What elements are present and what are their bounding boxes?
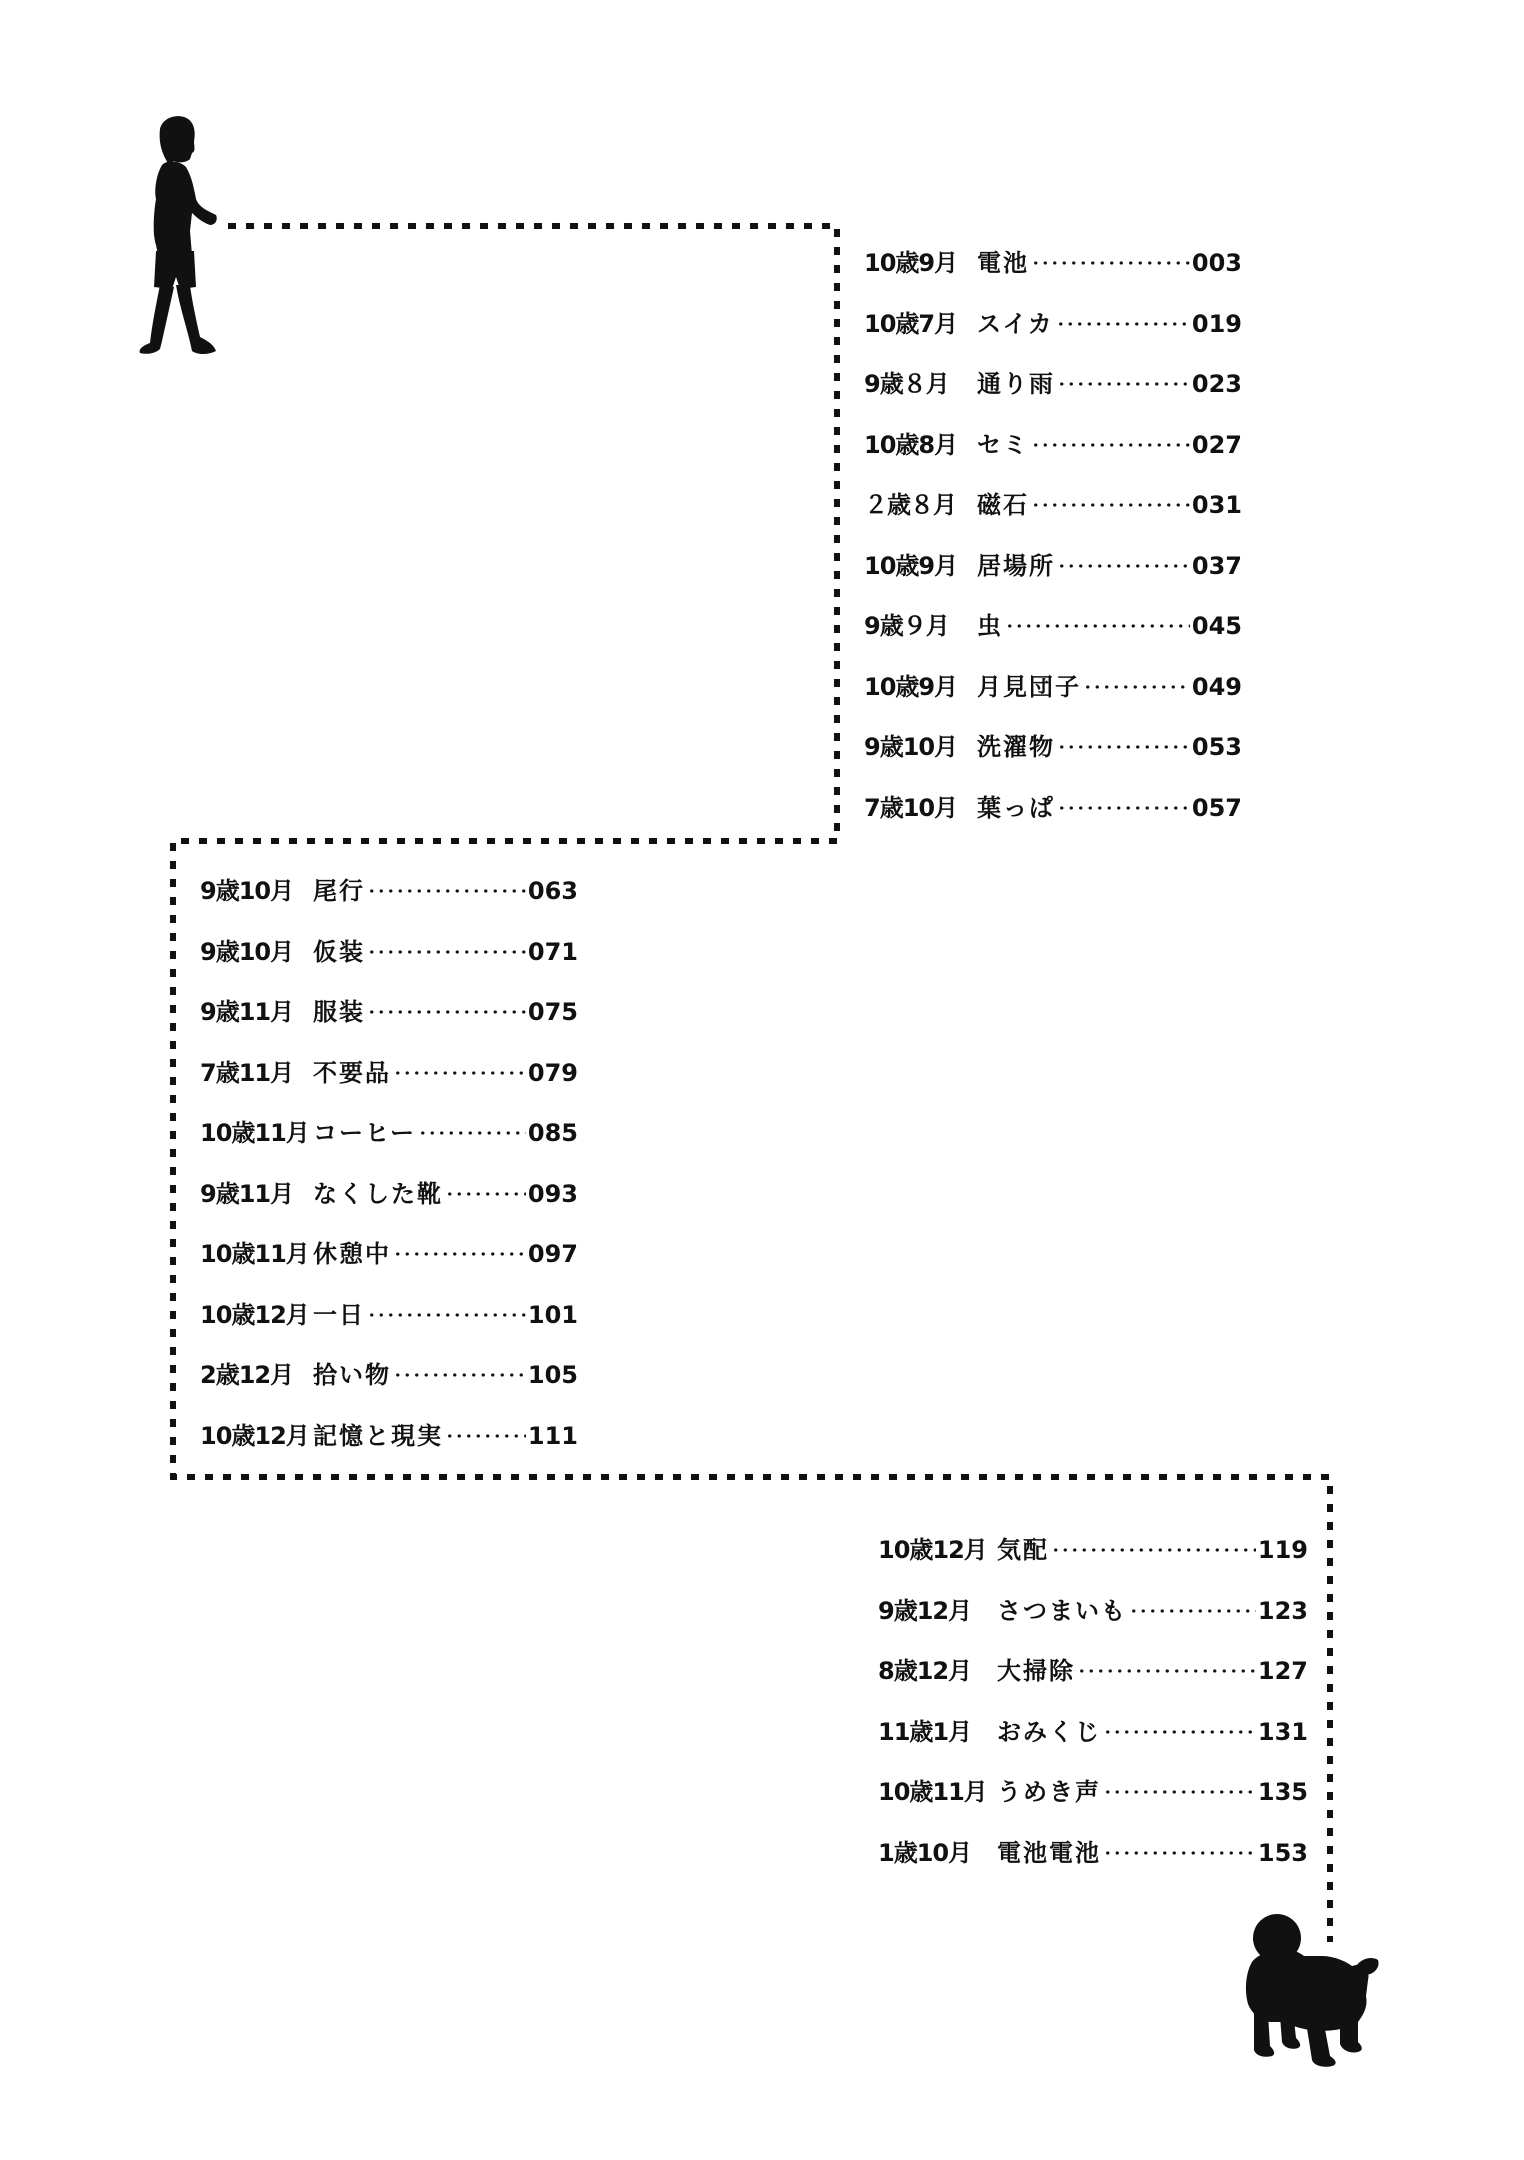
toc-entry-title: 服装 [313,998,365,1027]
toc-entry-title: 拾い物 [313,1361,391,1390]
toc-entry-page: 019 [1191,309,1242,338]
toc-entry-age: 7歳11月 [200,1058,294,1087]
toc-entry-title: 居場所 [977,551,1055,580]
toc-block-3 [878,1520,1308,1883]
toc-entry-page: 027 [1191,430,1242,459]
dot-leader [1057,372,1190,396]
toc-entry-page: 023 [1191,370,1242,399]
toc-entry[interactable] [878,1520,1308,1581]
toc-entry[interactable] [200,982,578,1043]
toc-entry-page: 123 [1257,1596,1308,1625]
toc-entry-age: 10歳8月 [864,430,958,459]
toc-entry-page: 071 [527,937,578,966]
toc-entry-page: 093 [527,1179,578,1208]
dot-leader [367,879,526,903]
toc-entry[interactable] [878,1823,1308,1884]
toc-entry[interactable] [200,1043,578,1104]
dot-leader [1103,1780,1256,1804]
toc-entry-title: 電池電池 [997,1838,1101,1867]
dot-leader [1005,614,1190,638]
toc-entry-age: 9歳12月 [878,1596,972,1625]
toc-entry-age: 11歳1月 [878,1717,972,1746]
toc-entry-age: 10歳11月 [878,1778,987,1807]
toc-entry[interactable] [200,1164,578,1225]
toc-block-2 [200,861,578,1466]
dot-leader [1057,554,1190,578]
dot-leader [367,1000,526,1024]
toc-entry-page: 127 [1257,1657,1308,1686]
toc-entry-age: 9歳10月 [864,733,958,762]
toc-entry-title: コーヒー [313,1119,417,1148]
toc-entry[interactable] [864,233,1242,294]
toc-entry-title: スイカ [977,309,1054,338]
toc-entry[interactable] [200,1103,578,1164]
dot-leader [1031,251,1190,275]
dot-leader [1056,312,1190,336]
toc-entry-title: おみくじ [997,1717,1101,1746]
toc-entry-title: うめき声 [997,1778,1101,1807]
toc-entry-title: 磁石 [977,491,1029,520]
toc-entry[interactable] [864,778,1242,839]
dot-leader [1057,735,1190,759]
toc-entry-age: 9歳９月 [864,612,949,641]
toc-entry[interactable] [864,415,1242,476]
dot-leader [1031,493,1190,517]
toc-entry-page: 075 [527,998,578,1027]
toc-entry-page: 097 [527,1240,578,1269]
toc-entry-page: 119 [1257,1536,1308,1565]
toc-entry-page: 037 [1191,551,1242,580]
toc-entry-age: 10歳12月 [200,1300,309,1329]
dot-leader [445,1182,526,1206]
toc-entry-title: 葉っぱ [977,793,1055,822]
dot-leader [1129,1599,1256,1623]
toc-entry-page: 063 [527,877,578,906]
toc-entry-title: 通り雨 [977,370,1055,399]
toc-entry-age: 7歳10月 [864,793,958,822]
toc-entry-title: 休憩中 [313,1240,391,1269]
toc-entry-page: 085 [527,1119,578,1148]
toc-entry[interactable] [878,1581,1308,1642]
toc-entry-page: 057 [1191,793,1242,822]
dog-silhouette-icon [1240,1910,1390,2070]
toc-entry[interactable] [864,596,1242,657]
dot-leader [1051,1538,1256,1562]
dot-leader [1083,675,1190,699]
dot-leader [367,1303,526,1327]
walking-child-silhouette-icon [138,115,238,360]
toc-entry[interactable] [864,536,1242,597]
toc-entry-age: 9歳８月 [864,370,949,399]
toc-entry[interactable] [864,354,1242,415]
toc-entry-page: 111 [527,1421,578,1450]
toc-entry[interactable] [878,1702,1308,1763]
dot-leader [393,1363,526,1387]
toc-block-1 [864,233,1242,838]
dot-leader [1057,796,1190,820]
toc-entry-page: 153 [1257,1838,1308,1867]
toc-entry[interactable] [864,475,1242,536]
dot-leader [1031,433,1190,457]
toc-entry-age: 10歳11月 [200,1119,309,1148]
toc-entry-page: 079 [527,1058,578,1087]
toc-entry-page: 135 [1257,1778,1308,1807]
dot-leader [1077,1659,1256,1683]
toc-entry-age: 10歳7月 [864,309,958,338]
dot-leader [393,1061,526,1085]
dot-leader [445,1424,526,1448]
dot-leader [1103,1720,1256,1744]
toc-entry[interactable] [200,861,578,922]
toc-entry-page: 049 [1191,672,1242,701]
toc-entry-page: 045 [1191,612,1242,641]
toc-entry[interactable] [864,657,1242,718]
toc-entry-title: なくした靴 [313,1179,443,1208]
toc-entry-page: 053 [1191,733,1242,762]
toc-entry[interactable] [878,1641,1308,1702]
toc-entry-title: 月見団子 [977,672,1081,701]
toc-entry-title: 不要品 [313,1058,391,1087]
toc-entry-title: 大掃除 [997,1657,1075,1686]
toc-entry-age: 10歳12月 [200,1421,309,1450]
toc-entry[interactable] [200,1285,578,1346]
toc-entry-page: 105 [527,1361,578,1390]
dot-leader [1103,1841,1256,1865]
toc-entry-title: 仮装 [313,937,365,966]
toc-entry-title: 気配 [997,1536,1049,1565]
toc-entry-age: 10歳12月 [878,1536,987,1565]
toc-entry[interactable] [864,294,1242,355]
toc-entry-age: 8歳12月 [878,1657,972,1686]
toc-entry[interactable] [200,1345,578,1406]
toc-entry-age: 9歳10月 [200,877,294,906]
toc-entry-age: 10歳9月 [864,672,958,701]
toc-entry[interactable] [864,717,1242,778]
toc-entry-title: 洗濯物 [977,733,1055,762]
toc-entry-age: 10歳11月 [200,1240,309,1269]
toc-entry-title: 記憶と現実 [313,1421,443,1450]
toc-entry-page: 101 [527,1300,578,1329]
toc-entry-page: 031 [1191,491,1242,520]
toc-entry-age: 9歳11月 [200,1179,294,1208]
toc-entry[interactable] [200,1224,578,1285]
toc-entry-age: 9歳11月 [200,998,294,1027]
dot-leader [367,940,526,964]
toc-entry-age: 10歳9月 [864,249,958,278]
toc-entry-title: さつまいも [997,1596,1127,1625]
toc-entry-age: 1歳10月 [878,1838,972,1867]
toc-entry-title: 虫 [977,612,1003,641]
toc-entry-age: 9歳10月 [200,937,294,966]
toc-entry-title: セミ [977,430,1029,459]
toc-entry-age: ２歳８月 [864,491,956,520]
toc-entry-page: 131 [1257,1717,1308,1746]
dot-leader [393,1242,526,1266]
toc-entry[interactable] [200,922,578,983]
toc-entry-age: 2歳12月 [200,1361,294,1390]
toc-entry[interactable] [200,1406,578,1467]
toc-entry-title: 尾行 [313,877,365,906]
dot-leader [418,1121,526,1145]
toc-entry-title: 電池 [977,249,1029,278]
toc-entry-age: 10歳9月 [864,551,958,580]
toc-entry[interactable] [878,1762,1308,1823]
toc-entry-page: 003 [1191,249,1242,278]
toc-entry-title: 一日 [313,1300,365,1329]
